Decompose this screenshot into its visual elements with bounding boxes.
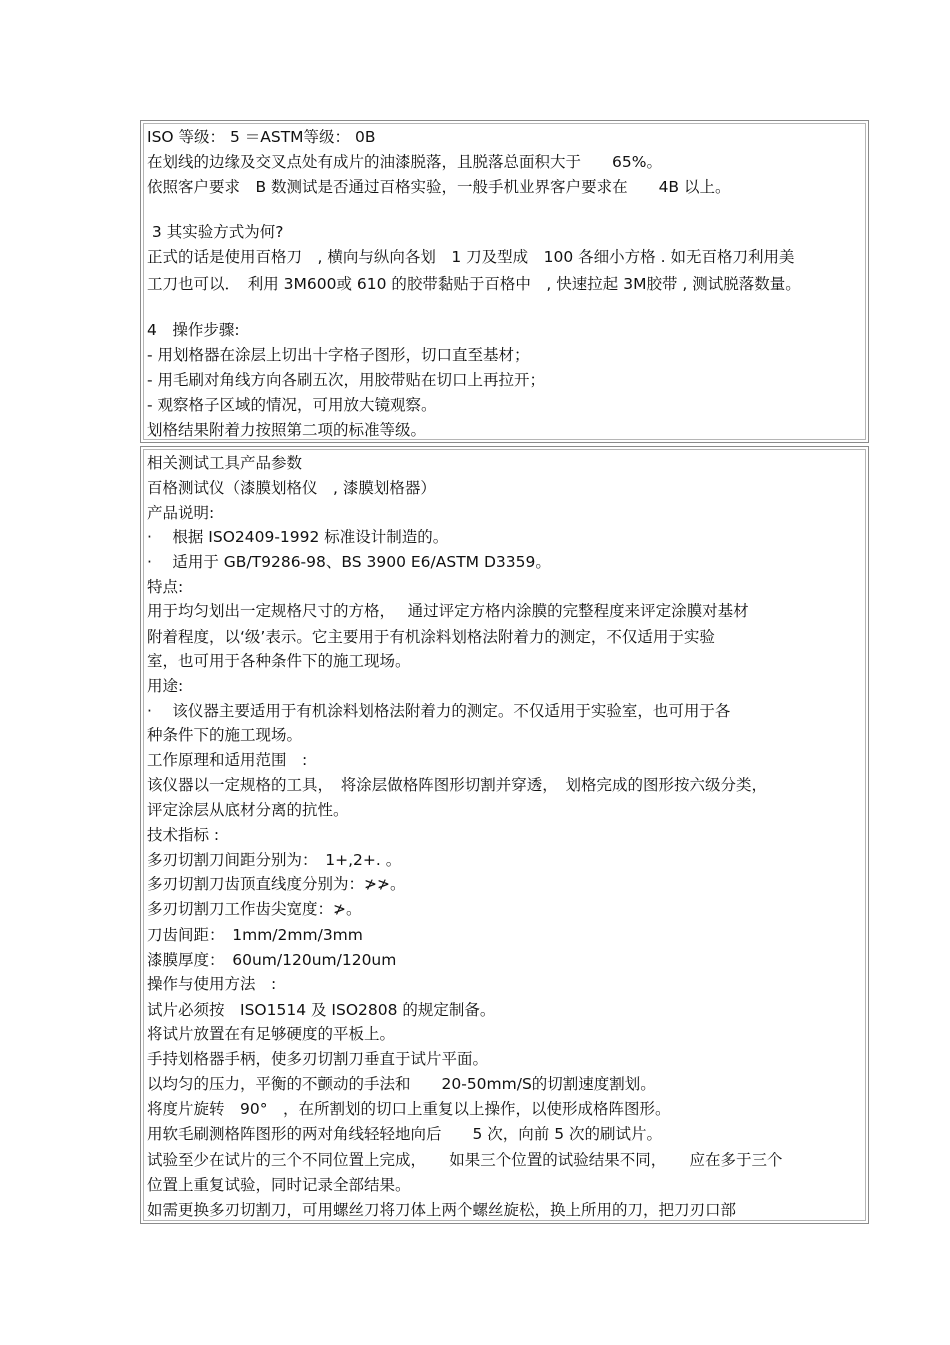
text-line: 工刀也可以． 利用 3M600或 610 的胶带黏贴于百格中 , 快速拉起 3M胶带 , 测试脱落数量。 <box>147 275 801 293</box>
text-line: · 该仪器主要适用于有机涂料划格法附着力的测定。不仅适用于实验室，也可用于各 <box>147 702 731 720</box>
text-line: 漆膜厚度： 60um/120um/120um <box>147 951 397 969</box>
text-line: 多刃切割刀工作齿尖宽度：≯。 <box>147 900 362 918</box>
text-line: 4 操作步骤: <box>147 321 240 339</box>
text-line: 用途: <box>147 677 184 695</box>
text-line: 试验至少在试片的三个不同位置上完成， 如果三个位置的试验结果不同， 应在多于三个 <box>147 1151 783 1169</box>
text-line: 用软毛刷测格阵图形的两对角线轻轻地向后 5 次，向前 5 次的刷试片。 <box>147 1125 663 1143</box>
text-line: 多刃切割刀齿顶直线度分别为：≯≯。 <box>147 875 406 893</box>
text-line: 该仪器以一定规格的工具， 将涂层做格阵图形切割并穿透， 划格完成的图形按六级分类， <box>147 776 768 794</box>
text-line: 用于均匀划出一定规格尺寸的方格， 通过评定方格内涂膜的完整程度来评定涂膜对基材 <box>147 602 749 620</box>
text-line: · 根据 ISO2409-1992 标准设计制造的。 <box>147 528 449 546</box>
text-line: - 用划格器在涂层上切出十字格子图形，切口直至基材； <box>147 346 530 364</box>
text-line: 评定涂层从底材分离的抗性。 <box>147 801 349 819</box>
text-line: 手持划格器手柄，使多刃切割刀垂直于试片平面。 <box>147 1050 489 1068</box>
text-line: 产品说明: <box>147 504 215 522</box>
text-line: 3 其实验方式为何? <box>147 223 284 241</box>
text-line: 划格结果附着力按照第二项的标准等级。 <box>147 421 427 439</box>
text-line: 种条件下的施工现场。 <box>147 726 303 744</box>
section-methods-content <box>143 123 866 440</box>
text-line: 相关测试工具产品参数 <box>147 454 303 472</box>
text-line: 多刃切割刀间距分别为： 1+,2+. 。 <box>147 851 402 869</box>
text-line: 操作与使用方法 : <box>147 975 277 993</box>
text-line: ISO 等级： 5 ＝ASTM等级： 0B <box>147 128 376 146</box>
text-line: 在划线的边缘及交叉点处有成片的油漆脱落，且脱落总面积大于 65%。 <box>147 153 662 171</box>
text-line: 试片必须按 ISO1514 及 ISO2808 的规定制备。 <box>147 1001 496 1019</box>
text-line: 依照客户要求 B 数测试是否通过百格实验，一般手机业界客户要求在 4B 以上。 <box>147 178 731 196</box>
text-line: 特点: <box>147 578 184 596</box>
section-product-box <box>140 446 869 1224</box>
text-line: · 适用于 GB/T9286-98、BS 3900 E6/ASTM D3359。 <box>147 553 551 571</box>
section-product-content <box>143 449 866 1221</box>
text-line: 工作原理和适用范围 : <box>147 751 308 769</box>
text-line: 刀齿间距： 1mm/2mm/3mm <box>147 926 363 944</box>
text-line: 如需更换多刃切割刀，可用螺丝刀将刀体上两个螺丝旋松，换上所用的刀，把刀刃口部 <box>147 1201 737 1219</box>
text-line: 室，也可用于各种条件下的施工现场。 <box>147 652 411 670</box>
text-line: 将试片放置在有足够硬度的平板上。 <box>147 1025 396 1043</box>
section-methods-box <box>140 120 869 443</box>
text-line: 技术指标 : <box>147 826 220 844</box>
text-line: 将度片旋转 90° ，在所割划的切口上重复以上操作，以使形成格阵图形。 <box>147 1100 671 1118</box>
text-line: - 用毛刷对角线方向各刷五次，用胶带贴在切口上再拉开； <box>147 371 546 389</box>
text-line: 位置上重复试验，同时记录全部结果。 <box>147 1176 411 1194</box>
text-line: 正式的话是使用百格刀 , 横向与纵向各划 1 刀及型成 100 各细小方格 . 如无百格刀利用美 <box>147 248 795 266</box>
text-line: - 观察格子区域的情况，可用放大镜观察。 <box>147 396 437 414</box>
text-line: 附着程度，以‘级’表示。它主要用于有机涂料划格法附着力的测定，不仅适用于实验 <box>147 628 715 646</box>
text-line: 百格测试仪（漆膜划格仪 , 漆膜划格器） <box>147 479 436 497</box>
text-line: 以均匀的压力，平衡的不颤动的手法和 20-50mm/S的切割速度割划。 <box>147 1075 656 1093</box>
